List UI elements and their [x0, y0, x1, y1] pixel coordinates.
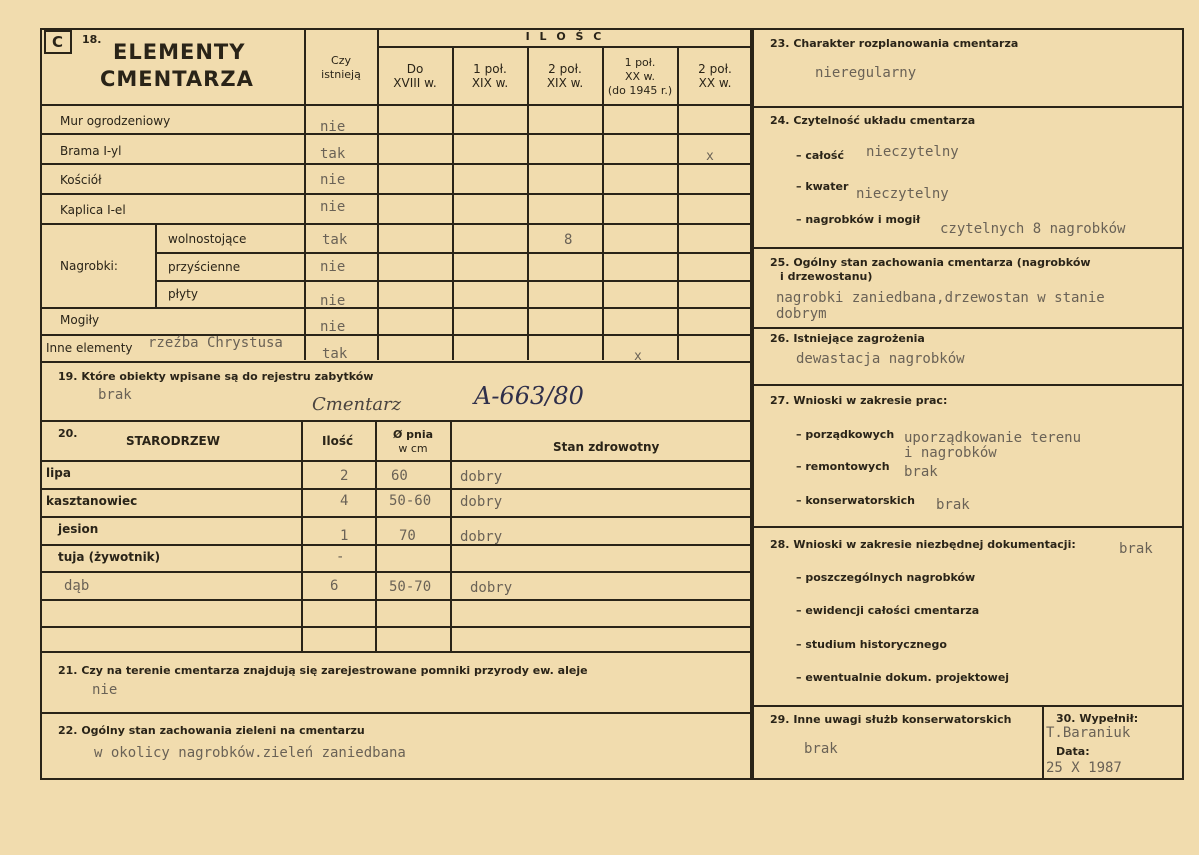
tree-qty-tuja: - — [336, 549, 345, 565]
tree-diam-jesion: 70 — [399, 528, 416, 544]
grid-line — [40, 334, 752, 336]
section-18-number: 18. — [82, 33, 102, 46]
section-27-label: 27. Wnioski w zakresie prac: — [770, 394, 948, 407]
tree-diam-dab: 50-70 — [389, 579, 432, 595]
section-29-label: 29. Inne uwagi służb konserwatorskich — [770, 713, 1012, 726]
inne-elementy-mark-period-4: x — [634, 349, 642, 364]
section-27-item-2-value: brak — [904, 464, 938, 480]
section-30-name: T.Baraniuk — [1046, 725, 1131, 741]
grid-line — [155, 280, 752, 282]
period-label: 2 poł. — [548, 62, 582, 76]
section-24-label: 24. Czytelność układu cmentarza — [770, 114, 976, 127]
period-label: 1 poł. — [473, 62, 507, 76]
category-badge-letter: C — [52, 33, 64, 51]
period-header-4 — [603, 56, 677, 98]
section-25-label-2: i drzewostanu) — [780, 270, 873, 283]
nagrobki-plyty-label: płyty — [168, 287, 198, 301]
section-18-title-1: ELEMENTY — [113, 40, 246, 64]
period-header-5 — [678, 62, 752, 90]
section-19-value: brak — [98, 387, 132, 403]
period-header-1 — [378, 62, 452, 90]
section-29-value: brak — [804, 741, 838, 757]
istnieja-label: istnieją — [321, 68, 361, 81]
tree-qty-kasztanowiec: 4 — [340, 493, 349, 509]
grid-line — [377, 46, 751, 48]
section-25-value-1: nagrobki zaniedbana,drzewostan w stanie — [776, 290, 1105, 306]
section-23-value: nieregularny — [815, 65, 917, 81]
czy-label: Czy — [331, 54, 351, 67]
row-label-mur: Mur ogrodzeniowy — [60, 114, 171, 128]
grid-line — [752, 705, 1184, 707]
period-header-2 — [453, 62, 527, 90]
section-20-col-pnia — [376, 428, 450, 456]
nagrobki-przyscienne-czy: nie — [320, 259, 346, 275]
tree-diam-kasztanowiec: 50-60 — [389, 493, 432, 509]
row-label-kosciol: Kościół — [60, 173, 102, 187]
grid-line — [40, 626, 752, 628]
grid-line — [752, 327, 1184, 329]
period-header-3 — [528, 62, 602, 90]
section-24-item-1-value: nieczytelny — [866, 144, 959, 160]
section-28-label: 28. Wnioski w zakresie niezbędnej dokumentacji: — [770, 538, 1076, 551]
section-27-item-2-label: – remontowych — [796, 460, 890, 473]
period-label: XX w. — [698, 76, 732, 90]
grid-line — [40, 420, 752, 422]
grid-line — [677, 47, 679, 360]
grid-line — [752, 247, 1184, 249]
tree-state-kasztanowiec: dobry — [460, 494, 503, 510]
period-label: 2 poł. — [698, 62, 732, 76]
section-20-header: STARODRZEW — [126, 434, 220, 448]
section-20-col-ilosc: Ilość — [322, 434, 354, 448]
period-label: Do — [406, 62, 424, 76]
tree-name-kasztanowiec: kasztanowiec — [46, 494, 138, 508]
grid-line — [155, 223, 157, 307]
section-22-label: 22. Ogólny stan zachowania zieleni na cmentarzu — [58, 724, 365, 737]
row-label-brama: Brama I-yl — [60, 144, 122, 158]
section-20-col-stan: Stan zdrowotny — [553, 440, 660, 454]
section-30-date: 25 X 1987 — [1046, 760, 1122, 776]
grid-line — [40, 133, 752, 135]
ilosc-header: I L O Ś C — [525, 30, 605, 43]
period-label: (do 1945 r.) — [607, 84, 673, 97]
grid-line — [40, 651, 752, 653]
grid-line — [450, 422, 452, 652]
section-24-item-2-value: nieczytelny — [856, 186, 949, 202]
pnia-unit: w cm — [398, 442, 428, 455]
grid-line — [40, 571, 752, 573]
grid-line — [155, 252, 752, 254]
section-27-item-3-label: – konserwatorskich — [796, 494, 915, 507]
tree-name-lipa: lipa — [46, 466, 71, 480]
section-28-item-1: – poszczególnych nagrobków — [796, 571, 976, 584]
section-28-item-3: – studium historycznego — [796, 638, 947, 651]
section-24-item-3-label: – nagrobków i mogił — [796, 213, 921, 226]
row-czy-brama: tak — [320, 146, 346, 162]
nagrobki-wolnostojace-label: wolnostojące — [168, 232, 247, 246]
section-21-label: 21. Czy na terenie cmentarza znajdują się zarejestrowane pomniki przyrody ew. aleje — [58, 664, 588, 677]
grid-line — [452, 47, 454, 360]
section-30-date-label: Data: — [1056, 745, 1090, 758]
section-28-value: brak — [1119, 541, 1153, 557]
grid-line — [375, 422, 377, 652]
grid-line — [40, 516, 752, 518]
grid-line — [752, 384, 1184, 386]
nagrobki-przyscienne-label: przyścienne — [168, 260, 241, 274]
tree-qty-dab: 6 — [330, 578, 339, 594]
grid-line — [40, 223, 752, 225]
grid-line — [40, 361, 752, 363]
section-28-item-4: – ewentualnie dokum. projektowej — [796, 671, 1010, 684]
tree-name-tuja: tuja (żywotnik) — [58, 550, 161, 564]
row-mark-brama-period-5: x — [706, 149, 714, 164]
nagrobki-label: Nagrobki: — [60, 259, 118, 273]
period-label: XIX w. — [546, 76, 584, 90]
tree-name-jesion: jesion — [58, 522, 99, 536]
row-label-kaplica: Kaplica I-el — [60, 203, 126, 217]
pnia-label: Ø pnia — [392, 428, 434, 441]
grid-line — [40, 307, 752, 309]
section-19-register-number: A-663/80 — [474, 382, 584, 410]
grid-line — [527, 47, 529, 360]
section-22-value: w okolicy nagrobków.zieleń zaniedbana — [94, 745, 406, 761]
section-19-label: 19. Które obiekty wpisane są do rejestru zabytków — [58, 370, 374, 383]
section-27-item-1-value-2: i nagrobków — [904, 445, 997, 461]
section-27-item-3-value: brak — [936, 497, 970, 513]
section-19-handwritten-word: Cmentarz — [312, 394, 402, 415]
grid-line — [40, 488, 752, 490]
grid-line — [752, 106, 1184, 108]
row-czy-kosciol: nie — [320, 172, 346, 188]
czy-istnieja-header — [305, 54, 377, 82]
section-24-item-2-label: – kwater — [796, 180, 849, 193]
row-czy-kaplica: nie — [320, 199, 346, 215]
period-label: XVIII w. — [393, 76, 437, 90]
grid-line — [301, 422, 303, 652]
nagrobki-wolnostojace-count: 8 — [564, 232, 573, 248]
grid-line — [40, 544, 752, 546]
grid-line — [40, 460, 752, 462]
inne-elementy-czy: tak — [322, 346, 348, 362]
tree-qty-jesion: 1 — [340, 528, 349, 544]
grid-line — [40, 193, 752, 195]
grid-line — [40, 712, 752, 714]
grid-line — [40, 599, 752, 601]
tree-state-dab: dobry — [470, 580, 513, 596]
nagrobki-plyty-czy: nie — [320, 293, 346, 309]
nagrobki-wolnostojace-czy: tak — [322, 232, 348, 248]
row-czy-mur: nie — [320, 119, 346, 135]
grid-line — [40, 104, 752, 106]
period-label: XIX w. — [471, 76, 509, 90]
grid-line — [1042, 706, 1044, 780]
tree-name-dab: dąb — [64, 578, 90, 594]
tree-state-lipa: dobry — [460, 469, 503, 485]
section-27-item-1-label: – porządkowych — [796, 428, 895, 441]
mogily-label: Mogiły — [60, 313, 100, 327]
section-28-item-2: – ewidencji całości cmentarza — [796, 604, 980, 617]
inne-elementy-value: rzeźba Chrystusa — [148, 335, 283, 351]
section-25-label-1: 25. Ogólny stan zachowania cmentarza (nagrobków — [770, 256, 1091, 269]
section-18-title-2: CMENTARZA — [100, 67, 254, 91]
section-30-label: 30. Wypełnił: — [1056, 712, 1139, 725]
section-26-value: dewastacja nagrobków — [796, 351, 965, 367]
period-label: 1 poł. — [624, 56, 656, 69]
tree-qty-lipa: 2 — [340, 468, 349, 484]
tree-diam-lipa: 60 — [391, 468, 408, 484]
section-27-item-1-value: uporządkowanie terenu — [904, 430, 1082, 446]
section-20-number: 20. — [58, 427, 78, 440]
mogily-czy: nie — [320, 319, 346, 335]
period-label: XX w. — [624, 70, 656, 83]
section-25-value-2: dobrym — [776, 306, 827, 322]
inne-elementy-label: Inne elementy — [46, 341, 133, 355]
tree-state-jesion: dobry — [460, 529, 503, 545]
section-24-item-1-label: – całość — [796, 149, 844, 162]
section-26-label: 26. Istniejące zagrożenia — [770, 332, 925, 345]
section-21-value: nie — [92, 682, 118, 698]
section-23-label: 23. Charakter rozplanowania cmentarza — [770, 37, 1019, 50]
grid-line — [752, 526, 1184, 528]
grid-line — [40, 163, 752, 165]
section-24-item-3-value: czytelnych 8 nagrobków — [940, 221, 1126, 237]
